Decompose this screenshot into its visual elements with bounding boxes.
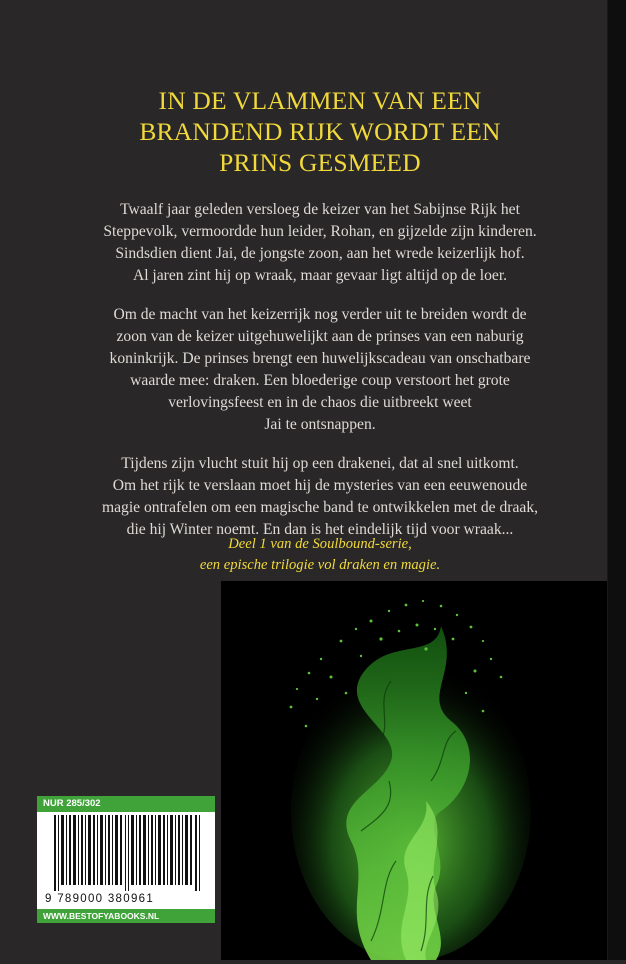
blurb-line: Om de macht van het keizerrijk nog verder uit te breiden wordt de [113, 306, 527, 323]
barcode-icon [54, 815, 204, 891]
blurb-line: koninkrijk. De prinses brengt een huwelijkscadeau van onschatbare [109, 350, 531, 367]
blurb-line: die hij Winter noemt. En dan is het eindelijk tijd voor wraak... [126, 521, 514, 538]
blurb-line: magie ontrafelen om een magische band te ontwikkelen met de draak, [101, 499, 539, 516]
blurb-line: Om het rijk te verslaan moet hij de mysteries van een eeuwenoude [112, 477, 528, 494]
blurb-line: Tijdens zijn vlucht stuit hij op een drakenei, dat al snel uitkomt. [121, 455, 519, 472]
blurb [60, 199, 580, 558]
tagline-line-1: Deel 1 van de Soulbound-serie, [228, 536, 412, 552]
blurb-line: Jai te ontsnappen. [264, 416, 376, 433]
headline [60, 85, 580, 178]
blurb-paragraph-3 [60, 453, 580, 541]
publisher-website[interactable]: WWW.BESTOFYABOOKS.NL [37, 909, 215, 923]
blurb-line: Twaalf jaar geleden versloeg de keizer van het Sabijnse Rijk het [120, 201, 520, 218]
blurb-line: Sindsdien dient Jai, de jongste zoon, aan het wrede keizerlijk hof. [115, 245, 525, 262]
headline-line-1: IN DE VLAMMEN VAN EEN [158, 86, 482, 115]
blurb-paragraph-2 [60, 304, 580, 436]
blurb-line: Al jaren zint hij op wraak, maar gevaar ligt altijd op de loer. [132, 267, 508, 284]
blurb-line: verlovingsfeest en in de chaos die uitbreekt weet [168, 394, 472, 411]
blurb-line: Steppevolk, vermoordde hun leider, Rohan, en gijzelde zijn kinderen. [103, 223, 537, 240]
book-spine-edge [607, 0, 626, 960]
series-tagline [60, 534, 580, 576]
headline-line-3: PRINS GESMEED [219, 148, 421, 177]
nur-code: NUR 285/302 [37, 796, 215, 812]
blurb-line: waarde mee: draken. Een bloederige coup verstoort het grote [130, 372, 510, 389]
isbn-number: 9 789000 380961 [45, 893, 155, 905]
headline-line-2: BRANDEND RIJK WORDT EEN [139, 117, 501, 146]
tagline-line-2: een epische trilogie vol draken en magie. [199, 557, 441, 573]
blurb-line: zoon van de keizer uitgehuwelijkt aan de prinses van een naburig [116, 328, 524, 345]
blurb-paragraph-1 [60, 199, 580, 287]
cover-art-panel [221, 581, 607, 960]
dragon-flame-icon [221, 581, 607, 960]
